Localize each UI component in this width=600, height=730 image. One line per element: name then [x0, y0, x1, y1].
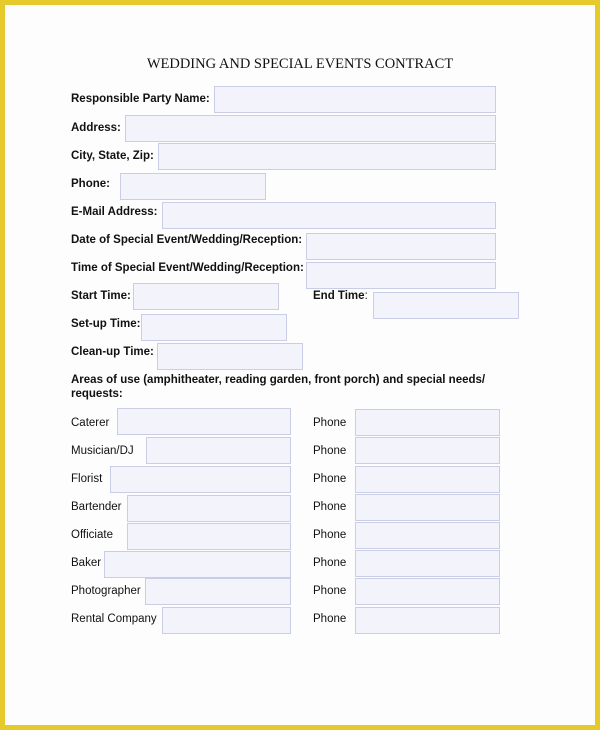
vendor-phone-field-florist[interactable] [355, 466, 500, 493]
vendor-field-caterer[interactable] [117, 408, 291, 435]
responsible-party-field[interactable] [214, 86, 496, 113]
vendor-field-bartender[interactable] [127, 495, 291, 522]
email-label: E-Mail Address: [71, 206, 158, 218]
vendor-label-baker: Baker [71, 557, 102, 569]
email-field[interactable] [162, 202, 496, 229]
vendor-phone-field-photographer[interactable] [355, 578, 500, 605]
vendor-field-photographer[interactable] [145, 578, 291, 605]
vendor-field-baker[interactable] [104, 551, 291, 578]
vendor-label-officiate: Officiate [71, 529, 113, 541]
vendor-label-caterer: Caterer [71, 417, 110, 429]
city-state-zip-field[interactable] [158, 143, 496, 170]
vendor-phone-field-musician[interactable] [355, 437, 500, 464]
vendor-phone-label: Phone [313, 585, 347, 597]
vendor-phone-field-caterer[interactable] [355, 409, 500, 436]
vendor-label-florist: Florist [71, 473, 103, 485]
vendor-phone-field-officiate[interactable] [355, 522, 500, 549]
areas-of-use-label: Areas of use (amphitheater, reading garden, front porch) and special needs/ [71, 374, 486, 386]
vendor-phone-label: Phone [313, 417, 347, 429]
vendor-field-musician[interactable] [146, 437, 291, 464]
vendor-phone-field-baker[interactable] [355, 550, 500, 577]
vendor-field-officiate[interactable] [127, 523, 291, 550]
end-time-label: End Time: [313, 290, 368, 302]
start-time-label: Start Time: [71, 290, 131, 302]
city-state-zip-label: City, State, Zip: [71, 150, 154, 162]
start-time-field[interactable] [133, 283, 279, 310]
vendor-field-florist[interactable] [110, 466, 291, 493]
cleanup-time-label: Clean-up Time: [71, 346, 154, 358]
vendor-phone-label: Phone [313, 557, 347, 569]
address-field[interactable] [125, 115, 496, 142]
vendor-label-photographer: Photographer [71, 585, 141, 597]
contract-title: WEDDING AND SPECIAL EVENTS CONTRACT [146, 56, 454, 72]
phone-field[interactable] [120, 173, 266, 200]
end-time-field[interactable] [373, 292, 519, 319]
responsible-party-label: Responsible Party Name: [71, 93, 210, 105]
vendor-field-rental-company[interactable] [162, 607, 291, 634]
vendor-label-rental-company: Rental Company [71, 613, 157, 625]
event-date-label: Date of Special Event/Wedding/Reception: [71, 234, 303, 246]
areas-of-use-label-cont: requests: [71, 388, 123, 400]
vendor-phone-label: Phone [313, 613, 347, 625]
vendor-phone-field-rental-company[interactable] [355, 607, 500, 634]
setup-time-field[interactable] [141, 314, 287, 341]
phone-label: Phone: [71, 178, 110, 190]
event-time-label: Time of Special Event/Wedding/Reception: [71, 262, 304, 274]
vendor-phone-label: Phone [313, 529, 347, 541]
vendor-label-musician: Musician/DJ [71, 445, 134, 457]
event-time-field[interactable] [306, 262, 496, 289]
vendor-phone-label: Phone [313, 473, 347, 485]
address-label: Address: [71, 122, 121, 134]
vendor-phone-field-bartender[interactable] [355, 494, 500, 521]
setup-time-label: Set-up Time: [71, 318, 141, 330]
event-date-field[interactable] [306, 233, 496, 260]
vendor-label-bartender: Bartender [71, 501, 122, 513]
cleanup-time-field[interactable] [157, 343, 303, 370]
vendor-phone-label: Phone [313, 445, 347, 457]
vendor-phone-label: Phone [313, 501, 347, 513]
